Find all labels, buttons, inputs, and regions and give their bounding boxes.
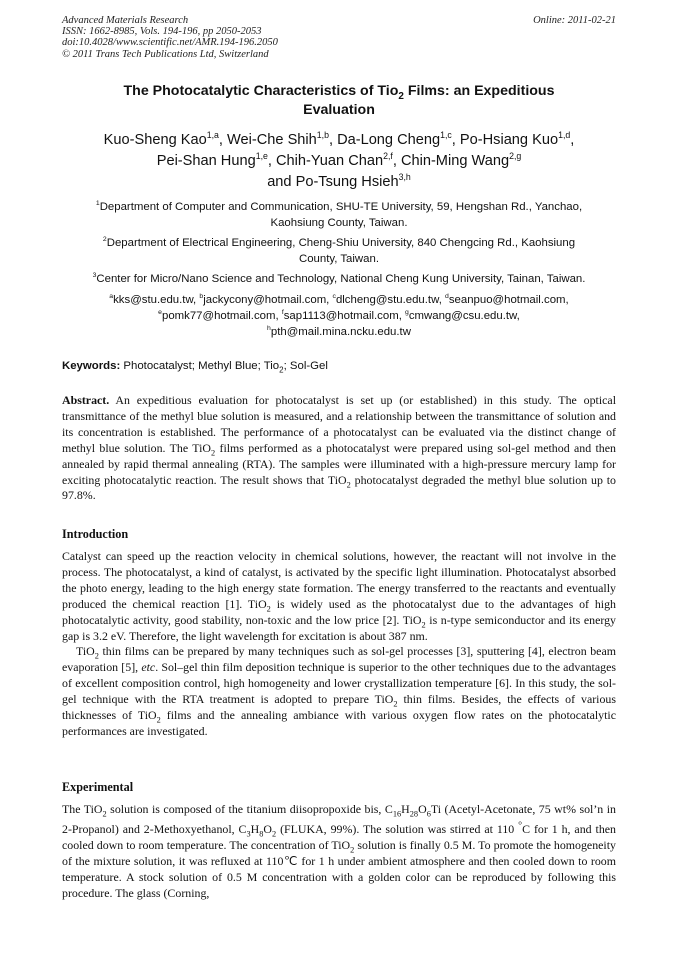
author: Kuo-Sheng Kao$^{1,a}$,: [103, 130, 228, 148]
email: $^a$kks@stu.edu.tw,: [109, 293, 200, 306]
email: $^d$seanpuo@hotmail.com,: [445, 293, 569, 306]
copyright-line: © 2011 Trans Tech Publications Ltd, Switzerland: [62, 48, 269, 60]
keywords-text: Photocatalyst; Methyl Blue; Tio: [120, 360, 280, 372]
affiliation-1: $^1$Department of Computer and Communication, SHU-TE University, 59, Hengshan Rd., Yanchao, Kaohsiung County, Taiwan.: [95, 200, 583, 229]
journal-name: Advanced Materials Research: [62, 15, 189, 26]
email: $^h$pth@mail.mina.ncku.edu.tw: [267, 325, 411, 338]
keywords-label: Keywords:: [62, 360, 121, 372]
introduction-heading: Introduction: [62, 527, 129, 541]
online-date: Online: 2011-02-21: [533, 15, 616, 26]
title-line-2: Evaluation: [303, 102, 375, 118]
title-text: Films: an Expeditious: [403, 83, 555, 99]
abstract-label: Abstract.: [62, 393, 110, 407]
experimental-heading: Experimental: [62, 780, 134, 794]
affiliation-3: $^3$Center for Micro/Nano Science and Technology, National Cheng Kung University, Tainan, Taiwan.: [92, 272, 586, 285]
author: Wei-Che Shih$^{1,b}$,: [227, 130, 338, 148]
author: Pei-Shan Hung$^{1,e}$,: [156, 151, 276, 169]
email: $^c$dlcheng@stu.edu.tw,: [332, 293, 446, 306]
email-list: [62, 292, 616, 340]
author: Chih-Yuan Chan$^{2,f}$,: [275, 151, 401, 169]
experimental-body: [62, 802, 616, 901]
introduction-body: [62, 549, 616, 740]
author: Chin-Ming Wang$^{2,g}$: [400, 151, 522, 169]
author: Po-Hsiang Kuo$^{1,d}$,: [459, 130, 575, 148]
author-list: [62, 130, 616, 193]
issn-line: ISSN: 1662-8985, Vols. 194-196, pp 2050-2053: [62, 26, 262, 38]
title-subscript: 2: [398, 90, 404, 102]
email: $^b$jackycony@hotmail.com,: [199, 293, 333, 306]
abstract: Abstract. An expeditious evaluation for photocatalyst is set up (or established) in this study. The optical transmittance of the methyl blue solution is measured, and a relationship between the transmittance of solution and its concentration is established. The performance of a photocatalyst can be evaluated via the distinct change of methyl blue solution. The TiO$_2$ films performed as a photocatalyst were prepared using sol-gel method and then annealed by rapid thermal annealing (RTA). The samples were illuminated with a high-pressure mercury lamp for exciting photocatalytic reaction. The result shows that TiO$_2$ photocatalyst degraded the methyl blue solution up to 97.8%.: [62, 393, 616, 503]
paragraph: Catalyst can speed up the reaction velocity in chemical solutions, however, the reactant will not involve in the process. The photocatalyst, a kind of catalyst, is activated by the specific light illumination. Photocatalyst absorbed the photo energy, leading to the high energy state formation. The energy transferred to the reactants and eventually produced the chemical reaction [1]. TiO$_2$ is widely used as the photocatalyst due to the advantages of high photocatalytic activity, good stability, non-toxic and the low price [2]. TiO$_2$ is n-type semiconductor and its energy gap is 3.2 eV. Therefore, the light wavelength for excitation is about 387 nm.: [62, 549, 616, 643]
author: Da-Long Cheng$^{1,c}$,: [337, 130, 460, 148]
keywords-subscript: 2: [279, 365, 284, 375]
doi-line: doi:10.4028/www.scientific.net/AMR.194-196.2050: [62, 37, 278, 49]
email: $^e$pomk77@hotmail.com,: [158, 309, 282, 322]
affiliation-2: $^2$Department of Electrical Engineering, Cheng-Shiu University, 840 Chengcing Rd., Kaohsiung County, Taiwan.: [102, 236, 576, 265]
paper-title: [62, 82, 616, 120]
email: $^g$cmwang@csu.edu.tw,: [405, 309, 520, 322]
title-text: The Photocatalytic Characteristics of Tio: [123, 83, 399, 99]
paragraph: The TiO$_2$ solution is composed of the titanium diisopropoxide bis, $C_{16}H_{28}O_6Ti$ (Acetyl-Acetonate, 75 wt% sol’n in 2-Propanol) and 2-Methoxyethanol, $C_3H_8O_2$ (FLUKA, 99%). The solution was stirred at 110 °C for 1 h, and then cooled down to room temperature. The concentration of TiO$_2$ solution is finally 0.5 M. To promote the homogeneity of the mixture solution, it was refluxed at 110℃ for 1 h under ambient atmosphere and then cooled down to room temperature. A stock solution of 0.5 M concentration with a golden color can be reproduced by following this procedure. The glass (Corning,: [62, 802, 617, 900]
paragraph: TiO$_2$ thin films can be prepared by many techniques such as sol-gel processes [3], sputtering [4], electron beam evaporation [5], etc. Sol–gel thin film deposition technique is superior to the other techniques due to the advantages of excellent composition control, high homogeneity and lower crystallization temperature [6]. In this study, the sol-gel technique with the RTA treatment is adopted to prepare TiO$_2$ thin films. Besides, the effects of various thicknesses of TiO$_2$ films and the annealing ambiance with various oxygen flow rates on the photocatalytic performances are investigated.: [62, 644, 617, 738]
keywords: [62, 358, 616, 374]
keywords-text: ; Sol-Gel: [283, 360, 328, 372]
journal-header: [62, 15, 616, 60]
author: and Po-Tsung Hsieh$^{3,h}$: [267, 172, 411, 190]
email: $^f$sap1113@hotmail.com,: [281, 309, 406, 322]
